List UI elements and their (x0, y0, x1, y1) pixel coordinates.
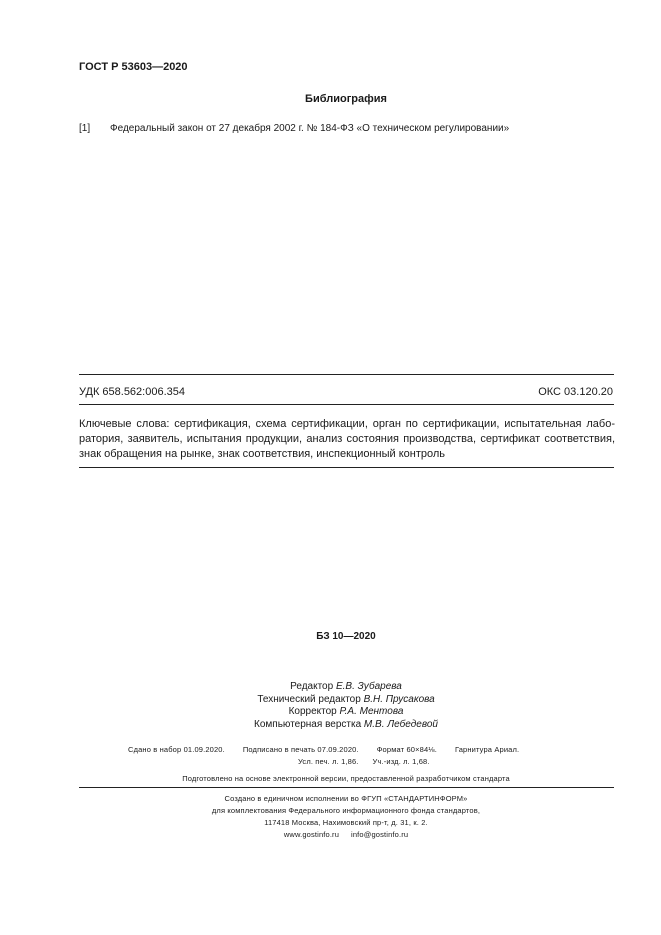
divider-middle (79, 404, 614, 405)
staff-credits (0, 681, 661, 731)
keywords-block (79, 417, 615, 462)
prepared-note: Подготовлено на основе электронной версии, предоставленной разработчиком стандарта (182, 774, 510, 783)
staff-tech-editor: Технический редактор В.Н. Прусакова (257, 693, 435, 705)
divider-bottom (79, 467, 614, 468)
reference-number: [1] (79, 123, 91, 134)
paper-format: Формат 60×84⅛. (376, 745, 437, 754)
email-link[interactable]: info@gostinfo.ru (351, 830, 409, 839)
oks-code: ОКС 03.120.20 (538, 386, 613, 398)
bz-number: БЗ 10—2020 (316, 631, 376, 642)
staff-editor: Редактор Е.В. Зубарева (290, 681, 402, 692)
divider-top (79, 374, 614, 375)
divider-footer (79, 787, 614, 788)
staff-proofreader: Корректор Р.А. Ментова (288, 706, 404, 717)
typeface: Гарнитура Ариал. (454, 745, 520, 754)
keywords-line: ратория, заявитель, испытания продукции, анализ состояния производства, сертификат соответствия, (79, 433, 615, 445)
print-info-line1 (128, 745, 519, 754)
staff-layout: Компьютерная верстка М.В. Лебедевой (254, 718, 438, 730)
publisher-line1: Создано в единичном исполнении во ФГУП «СТАНДАРТИНФОРМ» (224, 794, 468, 803)
document-code: ГОСТ Р 53603—2020 (79, 61, 188, 73)
publisher-contacts (0, 829, 661, 841)
bibliography-title: Библиография (305, 93, 387, 105)
publisher-info (0, 793, 661, 841)
publisher-address: 117418 Москва, Нахимовский пр-т, д. 31, к. 2. (264, 818, 428, 827)
website-link[interactable]: www.gostinfo.ru (283, 830, 340, 839)
publication-sheets: Уч.-изд. л. 1,68. (372, 757, 430, 766)
publisher-line2: для комплектования Федерального информационного фонда стандартов, (211, 806, 481, 815)
print-info-line2 (298, 757, 430, 766)
keywords-line: знак обращения на рынке, знак соответствия, инспекционный контроль (79, 448, 446, 460)
print-sheets: Усл. печ. л. 1,86. (298, 757, 359, 766)
reference-text: Федеральный закон от 27 декабря 2002 г. № 184-ФЗ «О техническом регулировании» (110, 123, 510, 134)
udk-code: УДК 658.562:006.354 (79, 386, 185, 398)
signed-date: Подписано в печать 07.09.2020. (242, 745, 359, 754)
keywords-line: Ключевые слова: сертификация, схема сертификации, орган по сертификации, испытательная лабо- (79, 418, 615, 430)
submitted-date: Сдано в набор 01.09.2020. (128, 745, 225, 754)
